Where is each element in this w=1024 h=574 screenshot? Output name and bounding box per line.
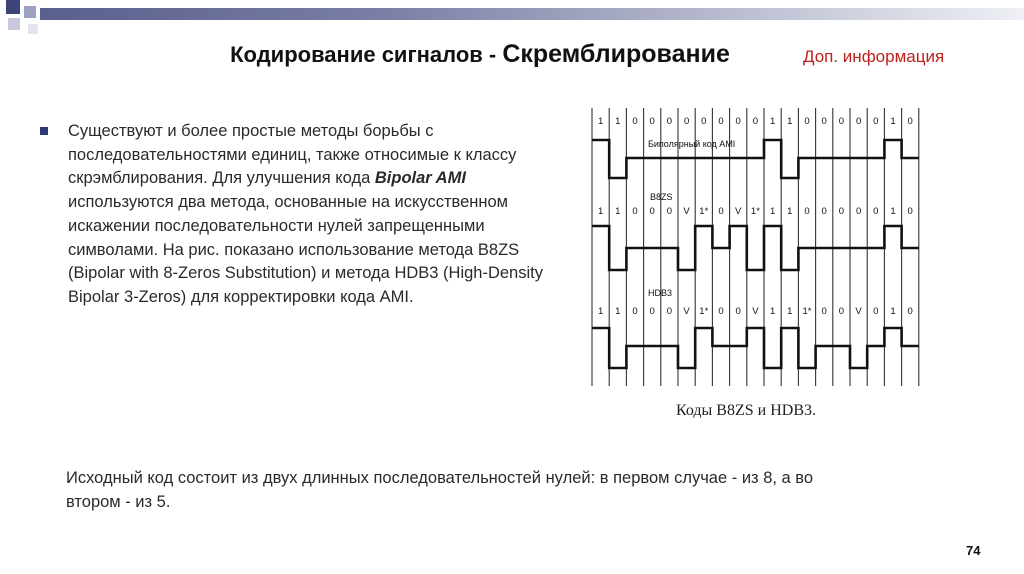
bit-label: 0 [718,116,724,127]
bit-label: 1 [597,116,604,127]
bit-label: 0 [804,206,810,217]
body-text-bold: Bipolar AMI [374,169,466,188]
bit-label: 1 [890,206,896,217]
bit-label: 0 [701,116,707,127]
bit-label: 0 [718,306,724,317]
bit-label: 0 [838,306,845,317]
bit-label: 0 [666,206,673,217]
bit-label: 0 [838,206,845,217]
deco-square [24,6,36,18]
bit-label: 0 [666,116,673,127]
bit-label: 1* [699,306,709,317]
bit-label: 0 [632,206,638,217]
bit-label: 1 [597,206,604,217]
bit-label: V [855,306,862,317]
waveform-hdb3 [592,328,919,368]
bit-label: 0 [855,116,862,127]
waveform-b8zs [592,226,919,270]
bit-label: 1* [699,206,709,217]
bit-label: 0 [873,206,879,217]
bit-label: 0 [683,116,690,127]
bit-label: 0 [907,206,913,217]
bit-label: 1 [787,306,793,317]
bit-label: 0 [752,116,759,127]
label-b8zs: B8ZS [650,192,673,202]
bit-label: 0 [804,116,810,127]
label-ami: Биполярный код AMI [648,139,736,149]
bit-label: 1 [597,306,604,317]
bit-label: 1 [615,306,621,317]
bit-label: V [752,306,759,317]
body-text-1: Существуют и более простые методы борьбы с последовательностями единиц, также относимые к классу скрэмблирования. Для улучшения кода [68,122,517,188]
top-decoration [0,0,1024,40]
bit-label: 0 [632,306,638,317]
bit-label: 0 [666,306,673,317]
bit-label: V [735,206,742,217]
waveform-ami [592,140,919,178]
bit-label: 1 [769,306,776,317]
label-hdb3: HDB3 [648,288,673,298]
code-diagram [588,106,920,391]
bit-label: 0 [821,206,827,217]
bit-label: 0 [649,306,655,317]
bit-label: 0 [735,116,741,127]
bit-label: 1 [787,116,793,127]
header-gradient-bar [40,8,1024,20]
bit-label: V [683,306,690,317]
bit-label: 0 [873,306,879,317]
deco-square [8,18,20,30]
bit-label: 0 [907,116,913,127]
bit-label: V [683,206,690,217]
page-number: 74 [966,543,981,558]
bit-label: 1 [615,116,621,127]
bit-label: 0 [649,206,655,217]
extra-info-link[interactable]: Доп. информация [803,47,945,66]
title-part1: Кодирование сигналов - [230,42,503,67]
body-paragraph [68,120,543,310]
bit-label: 0 [873,116,879,127]
bit-label: 0 [821,116,827,127]
bit-label: 1* [802,306,812,317]
bit-label: 1 [787,206,793,217]
bit-label: 1 [769,206,776,217]
bit-label: 0 [821,306,827,317]
bit-label: 0 [718,206,724,217]
bit-label: 1* [750,206,760,217]
bit-label: 0 [907,306,913,317]
bit-label: 0 [735,306,741,317]
bit-label: 0 [632,116,638,127]
bit-label: 1 [890,116,896,127]
footer-note: Исходный код состоит из двух длинных последовательностей нулей: в первом случае - из 8, а во втором - из 5. [66,469,814,511]
bit-label: 1 [615,206,621,217]
title-part2: Скремблирование [502,40,730,68]
bit-label: 1 [769,116,776,127]
figure-caption: Коды B8ZS и HDB3. [676,402,816,419]
bullet-square-icon [40,127,48,135]
bit-label: 0 [649,116,655,127]
bit-label: 0 [838,116,845,127]
deco-square [6,0,20,14]
bit-label: 0 [855,206,862,217]
bit-label: 1 [890,306,896,317]
deco-square [28,24,38,34]
body-text-2: используются два метода, основанные на искусственном искажении последовательности нулей запрещенными символами. На рис. показано использование метода B8ZS (Bipolar with 8-Zeros Substitution) и метода HDB3 (High-Density Bipolar 3-Zeros) для корректировки кода AMI. [68,193,543,306]
